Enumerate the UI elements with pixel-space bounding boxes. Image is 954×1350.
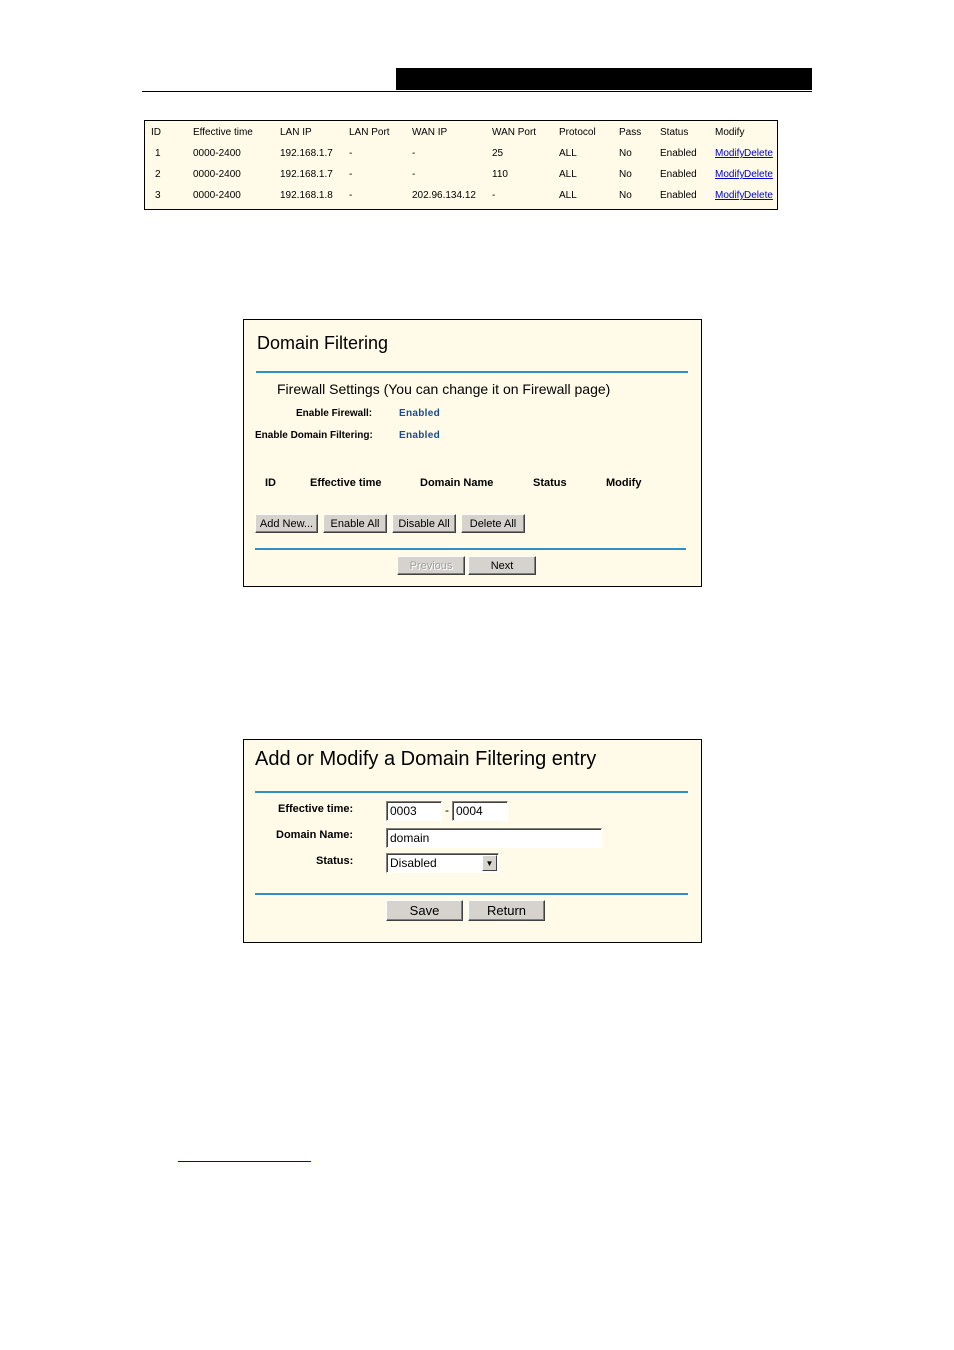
disable-all-button[interactable]: Disable All: [392, 514, 456, 533]
add-modify-domain-filter-panel: [243, 739, 702, 943]
title-divider: [256, 371, 688, 373]
next-button[interactable]: Next: [468, 556, 536, 575]
header-bar: [396, 68, 812, 90]
table-row-2-id: 2: [155, 169, 161, 180]
table-row-3-lan-port: -: [349, 190, 353, 201]
return-button[interactable]: Return: [468, 900, 545, 921]
chevron-down-icon[interactable]: ▼: [482, 855, 497, 871]
table-row-3-pass: No: [619, 190, 632, 201]
col-header-modify: Modify: [715, 127, 745, 138]
col-header-modify: Modify: [606, 477, 642, 489]
effective-time-start-input[interactable]: [386, 801, 442, 821]
table-row-1-modify-link[interactable]: Modify: [715, 148, 745, 159]
enable-firewall-label: Enable Firewall:: [296, 408, 373, 419]
col-header-effective-time: Effective time: [310, 477, 382, 489]
table-row-1-id: 1: [155, 148, 161, 159]
status-select[interactable]: [386, 853, 499, 873]
col-header-wan-ip: WAN IP: [412, 127, 448, 138]
hyperlink-underline[interactable]: [178, 1161, 311, 1162]
domain-filtering-panel: [243, 319, 702, 587]
table-row-1-lan-port: -: [349, 148, 353, 159]
domain-name-input[interactable]: [386, 828, 602, 848]
table-row-3-wan-ip: 202.96.134.12: [412, 190, 476, 201]
footer-divider: [255, 893, 688, 895]
table-row-2-wan-ip: -: [412, 169, 416, 180]
table-row-1-wan-ip: -: [412, 148, 416, 159]
col-header-effective-time: Effective time: [193, 127, 253, 138]
footer-divider: [255, 548, 686, 550]
col-header-wan-port: WAN Port: [492, 127, 537, 138]
col-header-pass: Pass: [619, 127, 642, 138]
enable-domain-filtering-label: Enable Domain Filtering:: [255, 430, 373, 441]
header-rule: [142, 91, 812, 92]
table-row-3-lan-ip: 192.168.1.8: [280, 190, 333, 201]
add-new-button[interactable]: Add New...: [255, 514, 318, 533]
firewall-settings-subtitle: Firewall Settings (You can change it on Firewall page): [277, 381, 611, 397]
col-header-protocol: Protocol: [559, 127, 596, 138]
panel-title: Domain Filtering: [257, 333, 389, 353]
table-row-2-wan-port: 110: [492, 169, 508, 180]
table-row-1-protocol: ALL: [559, 148, 577, 159]
table-row-2-modify-link[interactable]: Modify: [715, 169, 745, 180]
table-row-2-delete-link[interactable]: Delete: [744, 169, 773, 180]
table-row-3-id: 3: [155, 190, 161, 201]
delete-all-button[interactable]: Delete All: [461, 514, 525, 533]
table-row-2-protocol: ALL: [559, 169, 577, 180]
table-row-3-status: Enabled: [660, 190, 697, 201]
status-select-value: Disabled: [390, 856, 437, 870]
table-row-1-delete-link[interactable]: Delete: [744, 148, 773, 159]
effective-time-label: Effective time:: [278, 803, 354, 815]
table-row-2-time: 0000-2400: [193, 169, 241, 180]
col-header-status: Status: [533, 477, 567, 489]
enable-firewall-value: Enabled: [399, 408, 440, 419]
table-row-3-time: 0000-2400: [193, 190, 241, 201]
table-row-1-status: Enabled: [660, 148, 697, 159]
status-label: Status:: [316, 855, 354, 867]
table-row-3-protocol: ALL: [559, 190, 577, 201]
table-row-1-time: 0000-2400: [193, 148, 241, 159]
effective-time-end-input[interactable]: [452, 801, 508, 821]
domain-name-label: Domain Name:: [276, 829, 354, 841]
rules-table: [144, 120, 778, 210]
table-row-2-status: Enabled: [660, 169, 697, 180]
table-row-3-wan-port: -: [492, 190, 496, 201]
col-header-lan-port: LAN Port: [349, 127, 390, 138]
title-divider: [255, 791, 688, 793]
time-separator: -: [445, 803, 449, 817]
col-header-id: ID: [151, 127, 161, 138]
table-row-2-pass: No: [619, 169, 632, 180]
panel-title: Add or Modify a Domain Filtering entry: [255, 748, 597, 770]
table-row-2-lan-port: -: [349, 169, 353, 180]
table-row-2-lan-ip: 192.168.1.7: [280, 169, 333, 180]
table-row-3-delete-link[interactable]: Delete: [744, 190, 773, 201]
table-row-1-pass: No: [619, 148, 632, 159]
table-row-1-lan-ip: 192.168.1.7: [280, 148, 333, 159]
enable-all-button[interactable]: Enable All: [323, 514, 387, 533]
col-header-status: Status: [660, 127, 689, 138]
table-row-3-modify-link[interactable]: Modify: [715, 190, 745, 201]
col-header-lan-ip: LAN IP: [280, 127, 312, 138]
col-header-id: ID: [265, 477, 276, 489]
enable-domain-filtering-value: Enabled: [399, 430, 440, 441]
previous-button[interactable]: Previous: [397, 556, 465, 575]
table-row-1-wan-port: 25: [492, 148, 504, 159]
col-header-domain-name: Domain Name: [420, 477, 494, 489]
save-button[interactable]: Save: [386, 900, 463, 921]
